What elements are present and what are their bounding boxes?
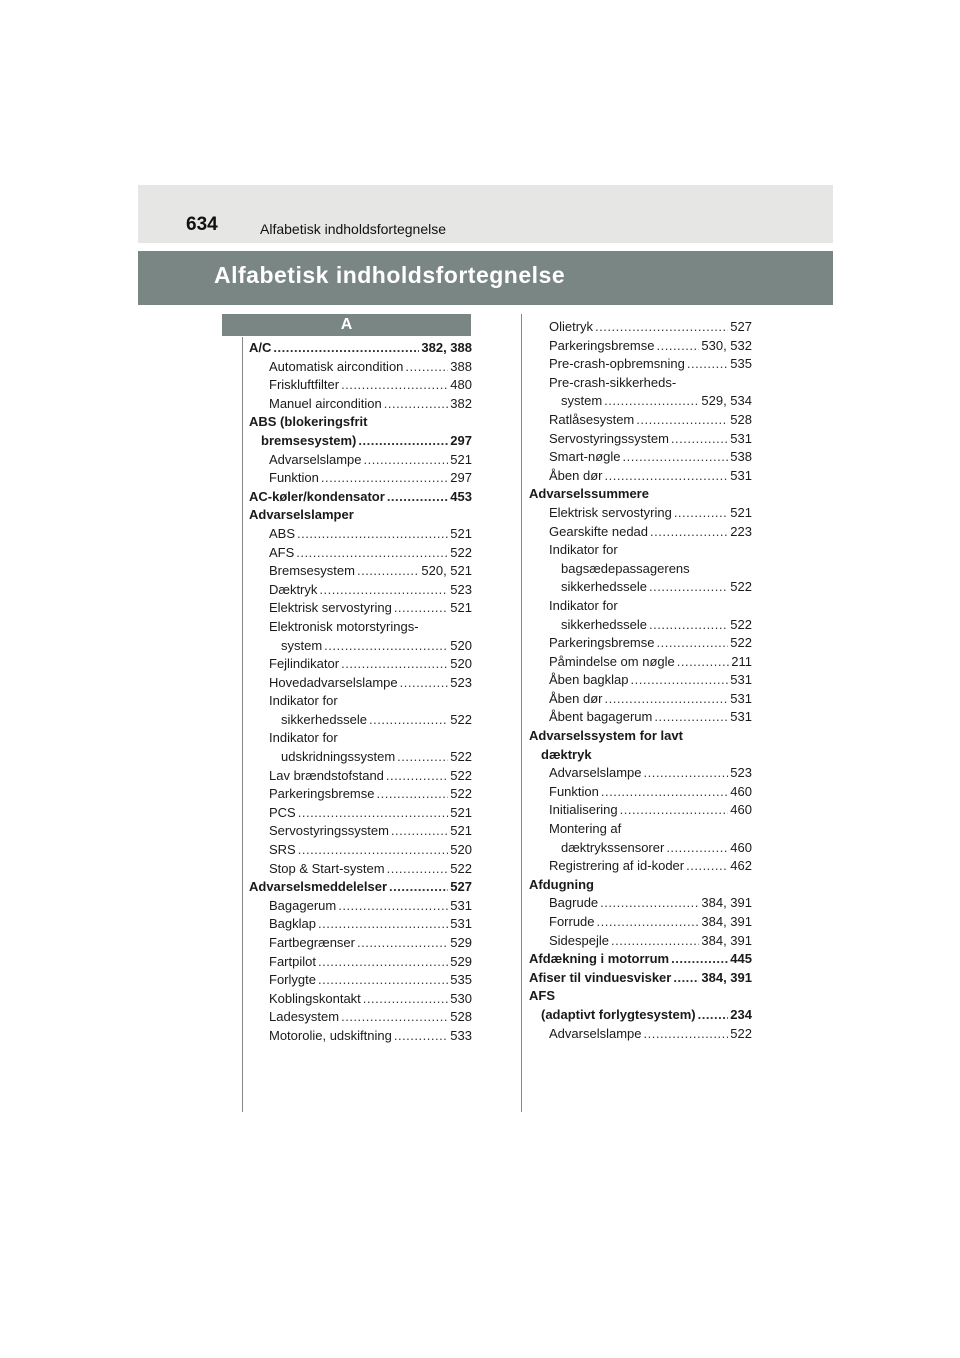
entry-term: Registrering af id-koder	[549, 858, 685, 874]
leader-dots	[666, 839, 728, 858]
index-entry: Advarselslamper	[249, 507, 354, 523]
entry-term: Bagklap	[269, 916, 316, 932]
index-entry	[249, 860, 472, 879]
entry-pages: 382	[450, 395, 472, 411]
entry-term: PCS	[269, 804, 296, 820]
entry-pages: 521	[450, 804, 472, 820]
index-entry	[529, 504, 752, 523]
leader-dots	[341, 655, 448, 674]
page-number: 634	[186, 214, 218, 235]
entry-term: Afdækning i motorrum	[529, 951, 670, 967]
entry-term: Servostyringssystem	[269, 823, 389, 839]
entry-term: Bremsesystem	[269, 563, 355, 579]
entry-pages: 531	[730, 672, 752, 688]
entry-pages: 460	[730, 839, 752, 855]
leader-dots	[623, 448, 729, 467]
entry-pages: 529, 534	[701, 393, 752, 409]
leader-dots	[297, 525, 448, 544]
entry-pages: 453	[450, 488, 472, 504]
entry-term: Parkeringsbremse	[549, 635, 655, 651]
leader-dots	[318, 953, 448, 972]
entry-term: Servostyringssystem	[549, 430, 669, 446]
entry-term: dæktrykssensorer	[561, 839, 665, 855]
leader-dots	[394, 599, 448, 618]
index-entry	[249, 339, 472, 358]
entry-pages: 297	[450, 432, 472, 448]
index-entry	[529, 448, 752, 467]
leader-dots	[650, 523, 728, 542]
index-entry	[249, 915, 472, 934]
entry-pages: 535	[450, 972, 472, 988]
leader-dots	[654, 708, 728, 727]
entry-pages: 520	[450, 842, 472, 858]
entry-pages: 521	[450, 451, 472, 467]
entry-term: Hovedadvarselslampe	[269, 674, 398, 690]
index-entry	[249, 804, 472, 823]
entry-term: Sidespejle	[549, 932, 609, 948]
entry-pages: 522	[730, 616, 752, 632]
entry-pages: 234	[730, 1006, 752, 1022]
entry-pages: 522	[450, 767, 472, 783]
entry-pages: 520	[450, 656, 472, 672]
entry-term: Åbent bagagerum	[549, 709, 653, 725]
entry-term: A/C	[249, 340, 272, 355]
index-entry	[529, 671, 752, 690]
index-entry: AFS	[529, 988, 555, 1004]
leader-dots	[397, 748, 448, 767]
entry-pages: 384, 391	[701, 932, 752, 948]
entry-pages: 388	[450, 358, 472, 374]
index-entry	[249, 544, 472, 563]
leader-dots	[391, 822, 448, 841]
leader-dots	[296, 544, 448, 563]
entry-term: Forlygte	[269, 972, 316, 988]
entry-term: Friskluftfilter	[269, 377, 340, 393]
index-entry	[249, 1027, 472, 1046]
entry-term: Bagrude	[549, 895, 599, 911]
entry-term: bremsesystem)	[261, 432, 357, 448]
index-entry	[529, 690, 752, 709]
leader-dots	[394, 1027, 448, 1046]
index-entry	[529, 839, 752, 858]
index-entry	[529, 355, 752, 374]
leader-dots	[657, 337, 700, 356]
leader-dots	[604, 392, 699, 411]
leader-dots	[341, 1008, 448, 1027]
leader-dots	[631, 671, 729, 690]
index-entry: dæktryk	[541, 746, 592, 762]
page-title: Alfabetisk indholdsfortegnelse	[214, 262, 566, 288]
index-entry	[529, 634, 752, 653]
index-entry: Elektronisk motorstyrings-	[269, 618, 419, 634]
index-entry	[529, 411, 752, 430]
header-band	[138, 185, 833, 243]
index-entry	[249, 711, 472, 730]
index-entry	[529, 969, 752, 988]
index-entry	[529, 783, 752, 802]
leader-dots	[636, 411, 728, 430]
leader-dots	[600, 894, 699, 913]
index-entry	[529, 430, 752, 449]
entry-term: (adaptivt forlygtesystem)	[541, 1006, 696, 1022]
leader-dots	[400, 674, 449, 693]
index-entry	[249, 451, 472, 470]
leader-dots	[657, 634, 729, 653]
index-entry	[529, 578, 752, 597]
entry-term: Åben bagklap	[549, 672, 629, 688]
entry-term: ABS	[269, 525, 296, 541]
entry-pages: 522	[450, 711, 472, 727]
leader-dots	[649, 578, 728, 597]
leader-dots	[595, 318, 728, 337]
entry-pages: 522	[730, 579, 752, 595]
index-entry	[249, 971, 472, 990]
index-entry	[249, 841, 472, 860]
index-entry: Afdugning	[529, 876, 594, 892]
entry-term: Fartbegrænser	[269, 935, 355, 950]
index-entry	[529, 616, 752, 635]
leader-dots	[597, 913, 700, 932]
entry-term: Fejlindikator	[269, 656, 340, 672]
leader-dots	[319, 581, 448, 600]
index-entry	[249, 822, 472, 841]
entry-pages: 460	[730, 783, 752, 799]
leader-dots	[671, 430, 728, 449]
entry-pages: 531	[450, 897, 472, 913]
leader-dots	[649, 616, 728, 635]
entry-term: Elektrisk servostyring	[269, 600, 392, 616]
index-entry: Advarselssystem for lavt	[529, 728, 683, 744]
leader-dots	[298, 841, 449, 860]
index-entry	[249, 432, 472, 451]
index-entry	[529, 708, 752, 727]
index-entry	[529, 1025, 752, 1044]
leader-dots	[611, 932, 699, 951]
leader-dots	[405, 358, 448, 377]
index-entry	[249, 785, 472, 804]
index-entry	[249, 655, 472, 674]
leader-dots	[357, 934, 448, 953]
entry-term: Åben dør	[549, 467, 603, 483]
entry-term: Pre-crash-opbremsning	[549, 356, 685, 372]
entry-term: SRS	[269, 842, 296, 858]
entry-pages: 530, 532	[701, 337, 752, 353]
entry-pages: 521	[450, 600, 472, 616]
entry-pages: 522	[730, 1025, 752, 1041]
index-entry: Pre-crash-sikkerheds-	[549, 374, 677, 390]
entry-pages: 520, 521	[421, 563, 472, 579]
leader-dots	[386, 767, 448, 786]
entry-term: Funktion	[549, 783, 599, 799]
leader-dots	[364, 451, 449, 470]
entry-pages: 460	[730, 802, 752, 818]
leader-dots	[341, 376, 448, 395]
entry-pages: 522	[450, 749, 472, 765]
entry-term: Advarselslampe	[549, 1025, 642, 1041]
entry-pages: 521	[450, 823, 472, 839]
index-entry: Indikator for	[269, 693, 338, 709]
index-entry	[249, 469, 472, 488]
index-entry	[249, 748, 472, 767]
entry-term: sikkerhedssele	[561, 616, 647, 632]
leader-dots	[604, 467, 728, 486]
leader-dots	[674, 504, 728, 523]
index-entry	[249, 581, 472, 600]
column-divider-left	[242, 337, 243, 1112]
index-entry	[249, 637, 472, 656]
index-entry	[249, 1008, 472, 1027]
index-entry	[529, 467, 752, 486]
entry-term: AC-køler/kondensator	[249, 488, 385, 504]
index-entry	[249, 897, 472, 916]
entry-pages: 529	[450, 953, 472, 969]
index-entry: Indikator for	[269, 730, 338, 746]
leader-dots	[620, 801, 729, 820]
leader-dots	[318, 915, 448, 934]
index-entry	[529, 932, 752, 951]
index-entry	[249, 934, 472, 953]
entry-term: Manuel aircondition	[269, 395, 382, 411]
leader-dots	[389, 878, 448, 897]
entry-term: Parkeringsbremse	[549, 337, 655, 353]
entry-pages: 211	[731, 653, 752, 669]
entry-pages: 529	[450, 935, 472, 950]
index-entry: Indikator for	[549, 597, 618, 613]
entry-pages: 535	[730, 356, 752, 372]
leader-dots	[384, 395, 449, 414]
index-entry	[529, 523, 752, 542]
entry-pages: 445	[730, 951, 752, 967]
entry-pages: 527	[730, 319, 752, 334]
entry-pages: 521	[450, 525, 472, 541]
entry-term: Advarselslampe	[269, 451, 362, 467]
entry-term: Advarselslampe	[549, 765, 642, 781]
entry-pages: 382, 388	[421, 340, 472, 355]
entry-pages: 528	[730, 411, 752, 427]
index-entry: Indikator for	[549, 542, 618, 558]
leader-dots	[604, 690, 728, 709]
leader-dots	[686, 857, 728, 876]
index-entry	[529, 1006, 752, 1025]
entry-pages: 522	[450, 786, 472, 802]
leader-dots	[601, 783, 728, 802]
entry-term: Stop & Start-system	[269, 860, 385, 876]
entry-term: Lav brændstofstand	[269, 767, 384, 783]
leader-dots	[298, 804, 449, 823]
entry-pages: 384, 391	[701, 914, 752, 929]
entry-term: Fartpilot	[269, 953, 316, 969]
entry-pages: 523	[730, 765, 752, 781]
entry-pages: 533	[450, 1027, 472, 1043]
index-entry: Advarselssummere	[529, 486, 649, 502]
index-column-right	[529, 318, 752, 1043]
index-entry	[529, 857, 752, 876]
entry-term: Koblingskontakt	[269, 990, 361, 1006]
entry-term: Ratlåsesystem	[549, 411, 635, 427]
entry-pages: 522	[450, 860, 472, 876]
index-entry: ABS (blokeringsfrit	[249, 414, 368, 430]
entry-term: Forrude	[549, 914, 595, 929]
entry-term: Parkeringsbremse	[269, 786, 375, 802]
leader-dots	[377, 785, 449, 804]
index-entry	[249, 488, 472, 507]
index-entry	[249, 990, 472, 1009]
entry-term: Funktion	[269, 470, 319, 486]
entry-pages: 531	[450, 916, 472, 932]
leader-dots	[369, 711, 448, 730]
entry-pages: 520	[450, 637, 472, 653]
entry-term: Bagagerum	[269, 897, 337, 913]
entry-term: Automatisk aircondition	[269, 358, 404, 374]
entry-pages: 531	[730, 709, 752, 725]
leader-dots	[363, 990, 449, 1009]
letter-heading: A	[222, 314, 471, 336]
entry-term: Olietryk	[549, 319, 594, 334]
section-header: Alfabetisk indholdsfortegnelse	[260, 221, 447, 237]
index-entry	[249, 525, 472, 544]
index-entry	[249, 953, 472, 972]
index-entry	[249, 599, 472, 618]
entry-pages: 528	[450, 1009, 472, 1025]
entry-term: sikkerhedssele	[281, 711, 367, 727]
index-entry: Montering af	[549, 821, 622, 837]
index-entry	[529, 392, 752, 411]
entry-term: Gearskifte nedad	[549, 523, 649, 539]
leader-dots	[357, 562, 419, 581]
entry-pages: 538	[730, 449, 752, 465]
index-entry: bagsædepassagerens	[561, 560, 690, 576]
column-divider-right	[521, 314, 522, 1112]
index-entry	[529, 318, 752, 337]
entry-pages: 531	[730, 430, 752, 446]
leader-dots	[673, 969, 699, 988]
entry-pages: 297	[450, 470, 472, 486]
leader-dots	[698, 1006, 729, 1025]
index-entry	[249, 358, 472, 377]
entry-pages: 384, 391	[701, 969, 752, 985]
index-entry	[529, 337, 752, 356]
entry-term: Advarselsmeddelelser	[249, 879, 388, 895]
index-entry	[249, 395, 472, 414]
leader-dots	[387, 860, 449, 879]
entry-term: sikkerhedssele	[561, 579, 647, 595]
index-entry	[249, 767, 472, 786]
entry-term: AFS	[269, 544, 295, 560]
leader-dots	[318, 971, 448, 990]
index-entry	[529, 764, 752, 783]
entry-term: Afiser til vinduesvisker	[529, 969, 672, 985]
leader-dots	[644, 764, 729, 783]
index-column-left	[249, 339, 472, 1046]
entry-pages: 522	[730, 635, 752, 651]
leader-dots	[387, 488, 448, 507]
entry-term: Påmindelse om nøgle	[549, 653, 675, 669]
entry-pages: 523	[450, 581, 472, 597]
entry-term: udskridningssystem	[281, 749, 396, 765]
entry-pages: 523	[450, 674, 472, 690]
index-entry	[249, 562, 472, 581]
leader-dots	[358, 432, 448, 451]
entry-term: Motorolie, udskiftning	[269, 1027, 392, 1043]
leader-dots	[677, 653, 730, 672]
entry-term: Dæktryk	[269, 581, 318, 597]
entry-pages: 462	[730, 858, 752, 874]
entry-term: Åben dør	[549, 690, 603, 706]
leader-dots	[321, 469, 448, 488]
entry-term: Elektrisk servostyring	[549, 504, 672, 520]
leader-dots	[273, 339, 419, 358]
entry-term: Ladesystem	[269, 1009, 340, 1025]
entry-pages: 531	[730, 467, 752, 483]
leader-dots	[324, 637, 448, 656]
entry-term: Initialisering	[549, 802, 618, 818]
leader-dots	[671, 950, 728, 969]
entry-pages: 480	[450, 377, 472, 393]
index-entry	[249, 674, 472, 693]
leader-dots	[644, 1025, 729, 1044]
entry-term: system	[561, 393, 603, 409]
entry-term: system	[281, 637, 323, 653]
index-entry	[249, 878, 472, 897]
index-entry	[249, 376, 472, 395]
entry-pages: 527	[450, 879, 472, 895]
entry-pages: 530	[450, 990, 472, 1006]
entry-pages: 223	[730, 523, 752, 539]
entry-pages: 522	[450, 544, 472, 560]
entry-pages: 384, 391	[701, 895, 752, 911]
index-entry	[529, 913, 752, 932]
entry-pages: 521	[730, 504, 752, 520]
leader-dots	[338, 897, 448, 916]
index-entry	[529, 950, 752, 969]
entry-term: Smart-nøgle	[549, 449, 621, 465]
index-entry	[529, 801, 752, 820]
index-entry	[529, 894, 752, 913]
index-entry	[529, 653, 752, 672]
entry-pages: 531	[730, 690, 752, 706]
leader-dots	[687, 355, 728, 374]
